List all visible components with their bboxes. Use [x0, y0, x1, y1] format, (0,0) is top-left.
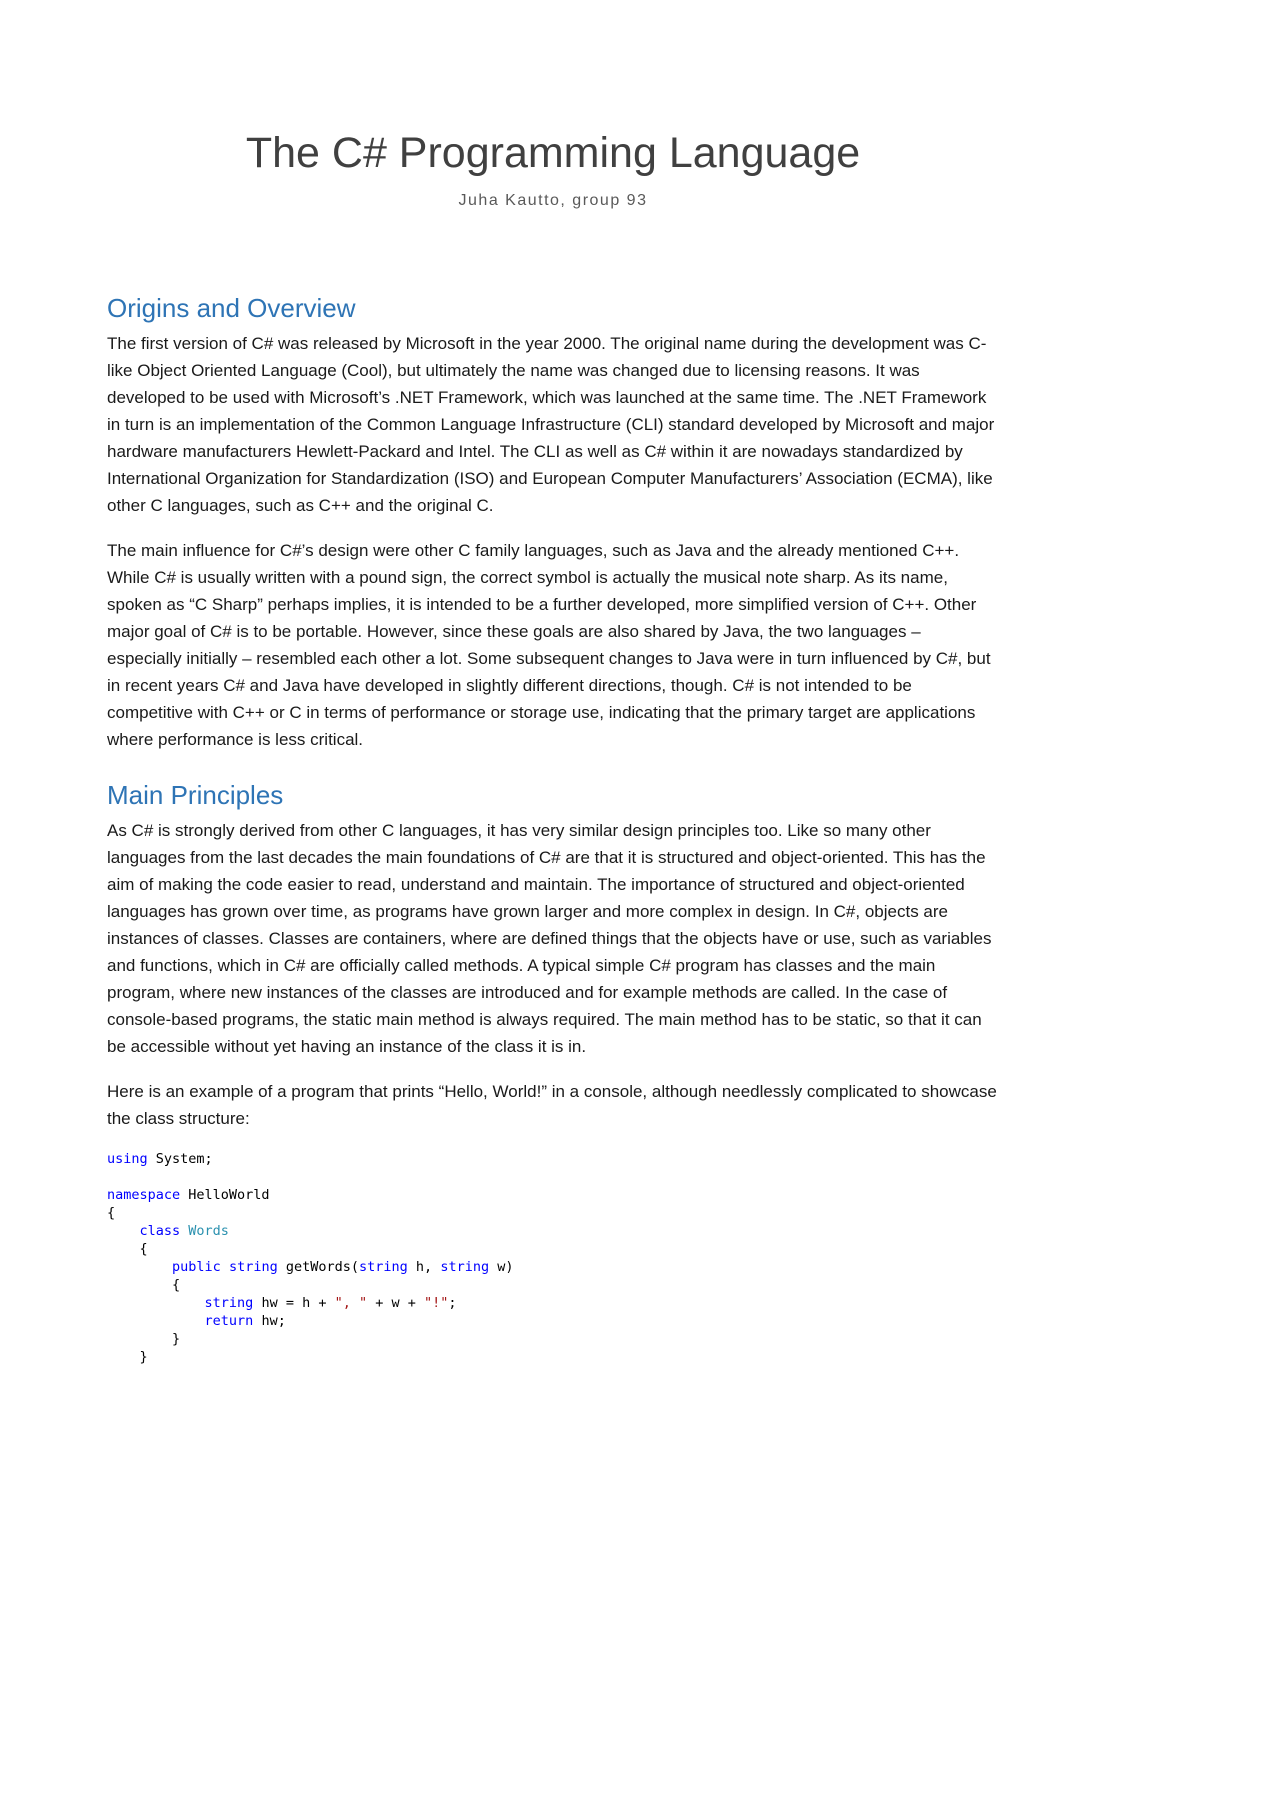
code-line — [107, 1276, 999, 1294]
code-token: Words — [188, 1222, 229, 1239]
document-title: The C# Programming Language — [245, 129, 861, 177]
code-token: string — [440, 1258, 490, 1275]
code-line — [107, 1150, 999, 1168]
code-token: + w + — [367, 1294, 425, 1311]
code-token: } — [107, 1348, 148, 1365]
document-author: Juha Kautto, group 93 — [458, 191, 648, 209]
code-token: string — [228, 1258, 278, 1275]
code-token: ; — [448, 1294, 457, 1311]
code-token: public — [172, 1258, 221, 1275]
code-token: { — [107, 1240, 148, 1257]
code-line — [107, 1186, 999, 1204]
body-paragraph-origins-1: The first version of C# was released by Microsoft in the year 2000. The original name during the development was C-like Object Oriented Language (Cool), but ultimately the name was changed due to licensing reasons. It was developed to be used with Microsoft’s .NET Framework, which was launched at the same time. The .NET Framework in turn is an implementation of the Common Language Infrastructure (CLI) standard developed by Microsoft and major hardware manufacturers Hewlett-Packard and Intel. The CLI as well as C# within it are nowadays standardized by International Organization for Standardization (ISO) and European Computer Manufacturers’ Association (ECMA), like other C languages, such as C++ and the original C. — [107, 333, 995, 515]
code-token: { — [107, 1276, 181, 1293]
code-token — [107, 1295, 205, 1311]
code-line — [107, 1312, 999, 1330]
code-token: { — [107, 1204, 116, 1221]
body-paragraph-origins-2: The main influence for C#’s design were other C family languages, such as Java and the already mentioned C++. While C# is usually written with a pound sign, the correct symbol is actually the musical note sharp. As its name, spoken as “C Sharp” perhaps implies, it is intended to be a further developed, more simplified version of C++. Other major goal of C# is to be portable. However, since these goals are also shared by Java, the two languages – especially initially – resembled each other a lot. Some subsequent changes to Java were in turn influenced by C#, but in recent years C# and Java have developed in slightly different directions, though. C# is not intended to be competitive with C++ or C in terms of performance or storage use, indicating that the primary target are applications where performance is less critical. — [107, 540, 991, 749]
code-token: System; — [147, 1150, 213, 1167]
code-line — [107, 1204, 999, 1222]
code-token: w) — [489, 1258, 514, 1275]
code-token — [221, 1259, 229, 1275]
code-token: } — [107, 1330, 181, 1347]
document-content — [107, 0, 999, 1366]
code-line — [107, 1348, 999, 1366]
code-token — [107, 1313, 205, 1329]
code-line — [107, 1294, 999, 1312]
code-line — [107, 1330, 999, 1348]
section-heading-origins-and-overview: Origins and Overview — [107, 292, 356, 323]
code-token: string — [359, 1258, 408, 1275]
code-token: return — [204, 1312, 254, 1329]
code-token — [107, 1259, 172, 1275]
code-line — [107, 1222, 999, 1240]
code-token: HelloWorld — [180, 1186, 270, 1203]
body-paragraph-principles-1: As C# is strongly derived from other C languages, it has very similar design principles too. Like so many other languages from the last decades the main foundations of C# are that it is structured and object-oriented. This has the aim of making the code easier to read, understand and maintain. The importance of structured and object-oriented languages has grown over time, as programs have grown larger and more complex in design. In C#, objects are instances of classes. Classes are containers, where are defined things that the objects have or use, such as variables and functions, which in C# are officially called methods. A typical simple C# program has classes and the main program, where new instances of the classes are introduced and for example methods are called. In the case of console-based programs, the static main method is always required. The main method has to be static, so that it can be accessible without yet having an instance of the class it is in. — [107, 820, 992, 1056]
code-token: hw = h + — [253, 1294, 335, 1311]
code-token: class — [139, 1222, 181, 1239]
code-token: ", " — [334, 1294, 368, 1311]
section-heading-main-principles: Main Principles — [107, 779, 284, 810]
code-token: string — [204, 1294, 254, 1311]
code-line — [107, 1168, 999, 1186]
code-token: namespace — [107, 1186, 181, 1203]
code-token: h, — [407, 1258, 441, 1275]
code-block-hello-world-sample — [107, 1150, 999, 1366]
code-token — [107, 1223, 140, 1239]
code-token: hw; — [253, 1312, 286, 1329]
code-token: "!" — [424, 1294, 449, 1311]
code-line — [107, 1258, 999, 1276]
code-line — [107, 1240, 999, 1258]
code-token: getWords( — [277, 1258, 360, 1275]
body-paragraph-principles-2: Here is an example of a program that prints “Hello, World!” in a console, although needlessly complicated to showcase the class structure: — [107, 1081, 997, 1128]
code-token: using — [107, 1150, 148, 1167]
